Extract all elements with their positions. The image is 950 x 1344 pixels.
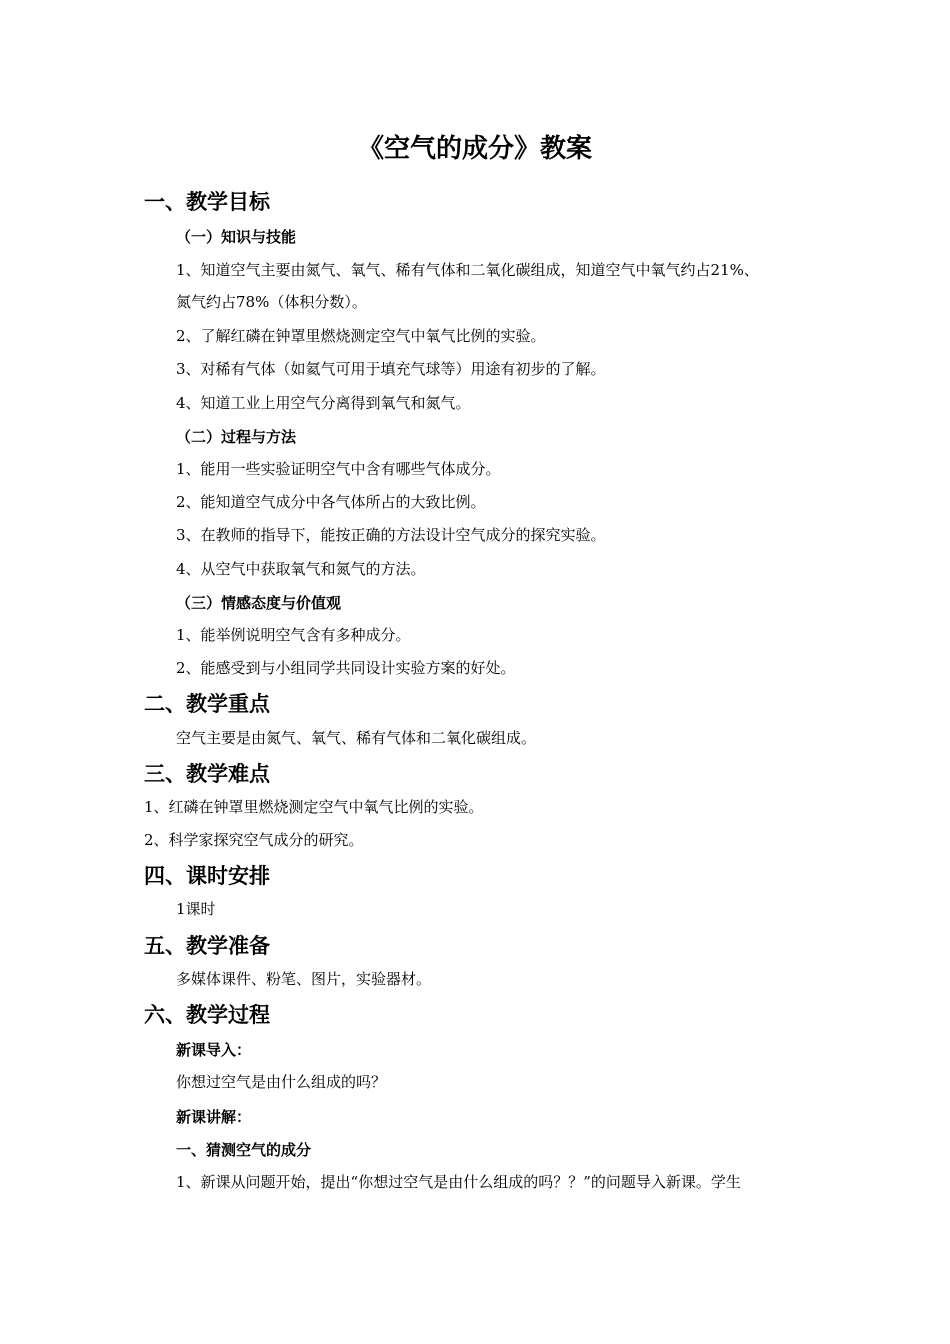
paragraph: 1、知道空气主要由氮气、氧气、稀有气体和二氧化碳组成，知道空气中氧气约占21%、 — [176, 261, 759, 279]
paragraph: 2、能感受到与小组同学共同设计实验方案的好处。 — [176, 659, 516, 677]
paragraph: 1、能举例说明空气含有多种成分。 — [176, 626, 411, 644]
section-heading-schedule: 四、课时安排 — [144, 864, 270, 888]
subheading-process: （二）过程与方法 — [176, 428, 297, 446]
subheading-attitude: （三）情感态度与价值观 — [176, 594, 342, 612]
label-lecture: 新课讲解： — [176, 1108, 252, 1126]
section-heading-difficulties: 三、教学难点 — [144, 762, 270, 786]
paragraph: 2、了解红磷在钟罩里燃烧测定空气中氧气比例的实验。 — [176, 327, 546, 345]
paragraph: 氮气约占78%（体积分数）。 — [176, 293, 367, 311]
section-heading-key-points: 二、教学重点 — [144, 692, 270, 716]
paragraph: 1、能用一些实验证明空气中含有哪些气体成分。 — [176, 460, 501, 478]
paragraph: 1、新课从问题开始，提出“你想过空气是由什么组成的吗？？”的问题导入新课。学生 — [176, 1173, 741, 1191]
paragraph: 3、对稀有气体（如氦气可用于填充气球等）用途有初步的了解。 — [176, 360, 606, 378]
paragraph: 2、科学家探究空气成分的研究。 — [144, 831, 364, 849]
section-heading-goals: 一、教学目标 — [144, 190, 270, 214]
paragraph: 2、能知道空气成分中各气体所占的大致比例。 — [176, 493, 486, 511]
paragraph: 3、在教师的指导下，能按正确的方法设计空气成分的探究实验。 — [176, 526, 606, 544]
paragraph: 4、知道工业上用空气分离得到氧气和氮气。 — [176, 394, 471, 412]
subheading-knowledge: （一）知识与技能 — [176, 228, 297, 246]
label-intro: 新课导入： — [176, 1041, 252, 1059]
paragraph: 1、红磷在钟罩里燃烧测定空气中氧气比例的实验。 — [144, 798, 484, 816]
section-heading-preparation: 五、教学准备 — [144, 934, 270, 958]
section-heading-process: 六、教学过程 — [144, 1003, 270, 1027]
paragraph: 空气主要是由氮气、氧气、稀有气体和二氧化碳组成。 — [176, 729, 537, 747]
subheading-guess: 一、猜测空气的成分 — [176, 1141, 312, 1159]
paragraph: 多媒体课件、粉笔、图片，实验器材。 — [176, 970, 432, 988]
document-title: 《空气的成分》教案 — [357, 134, 592, 164]
paragraph: 1课时 — [176, 900, 216, 918]
paragraph: 你想过空气是由什么组成的吗？ — [176, 1073, 387, 1091]
paragraph: 4、从空气中获取氧气和氮气的方法。 — [176, 560, 426, 578]
